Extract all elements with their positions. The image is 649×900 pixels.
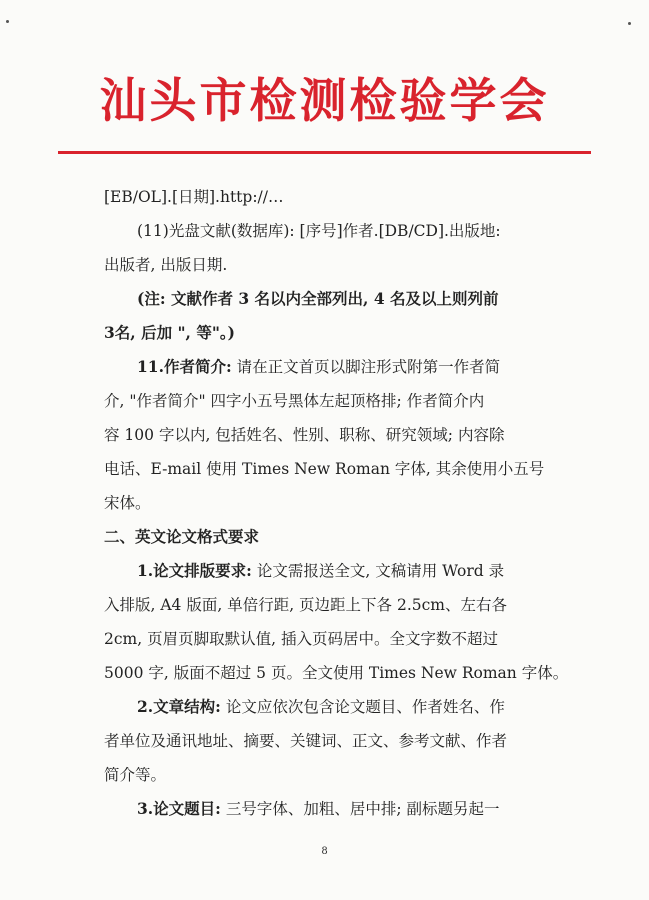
text-line	[104, 690, 564, 724]
text-line	[104, 588, 564, 622]
text-line	[104, 486, 564, 520]
text-line	[104, 418, 564, 452]
text-run: 论文需报送全文, 文稿请用 Word 录	[251, 562, 505, 580]
bold-text-run: 11.作者简介:	[137, 357, 232, 376]
scan-speck	[628, 22, 631, 25]
bold-text-run: 二、英文论文格式要求	[104, 527, 260, 546]
text-run: 论文应依次包含论文题目、作者姓名、作	[220, 698, 505, 716]
text-run: 者单位及通讯地址、摘要、关键词、正文、参考文献、作者	[104, 732, 508, 750]
text-line	[104, 350, 564, 384]
bold-text-run: 3.论文题目:	[137, 799, 221, 818]
text-run: [EB/OL].[日期].http://…	[104, 188, 284, 206]
text-run: 出版者, 出版日期.	[104, 256, 228, 274]
text-line	[104, 180, 564, 214]
text-line	[104, 724, 564, 758]
letterhead-rule	[58, 151, 591, 154]
bold-text-run: 1.论文排版要求:	[137, 561, 252, 580]
text-run: 容 100 字以内, 包括姓名、性别、职称、研究领域; 内容除	[104, 426, 505, 444]
text-line	[104, 758, 564, 792]
text-line	[104, 384, 564, 418]
text-line	[104, 554, 564, 588]
document-body	[104, 180, 569, 826]
text-run: (11)光盘文献(数据库): [序号]作者.[DB/CD].出版地:	[137, 222, 501, 240]
text-run: 简介等。	[104, 766, 167, 784]
text-run: 三号字体、加粗、居中排; 副标题另起一	[220, 800, 500, 818]
text-run: 宋体。	[104, 494, 151, 512]
text-run: 2cm, 页眉页脚取默认值, 插入页码居中。全文字数不超过	[104, 630, 498, 648]
scan-speck	[6, 20, 9, 23]
text-line	[104, 656, 569, 690]
page-number: 8	[321, 846, 328, 857]
text-line	[104, 248, 564, 282]
text-run: 5000 字, 版面不超过 5 页。全文使用 Times New Roman 字体。	[104, 664, 569, 682]
text-run: 请在正文首页以脚注形式附第一作者简	[231, 358, 501, 376]
text-run: 电话、E-mail 使用 Times New Roman 字体, 其余使用小五号	[104, 460, 545, 478]
text-run: 介, "作者简介" 四字小五号黑体左起顶格排; 作者简介内	[104, 392, 485, 410]
text-run: 入排版, A4 版面, 单倍行距, 页边距上下各 2.5cm、左右各	[104, 596, 508, 614]
text-line	[104, 452, 564, 486]
text-line	[104, 520, 564, 554]
text-line	[104, 214, 564, 248]
text-line	[104, 792, 564, 826]
text-line	[104, 282, 564, 316]
bold-text-run: 2.文章结构:	[137, 697, 221, 716]
bold-text-run: 3名, 后加 ", 等"。)	[104, 323, 236, 342]
text-line	[104, 316, 564, 350]
letterhead-title: 汕头市检测检验学会	[99, 74, 550, 129]
bold-text-run: (注: 文献作者 3 名以内全部列出, 4 名及以上则列前	[137, 289, 499, 308]
text-line	[104, 622, 564, 656]
